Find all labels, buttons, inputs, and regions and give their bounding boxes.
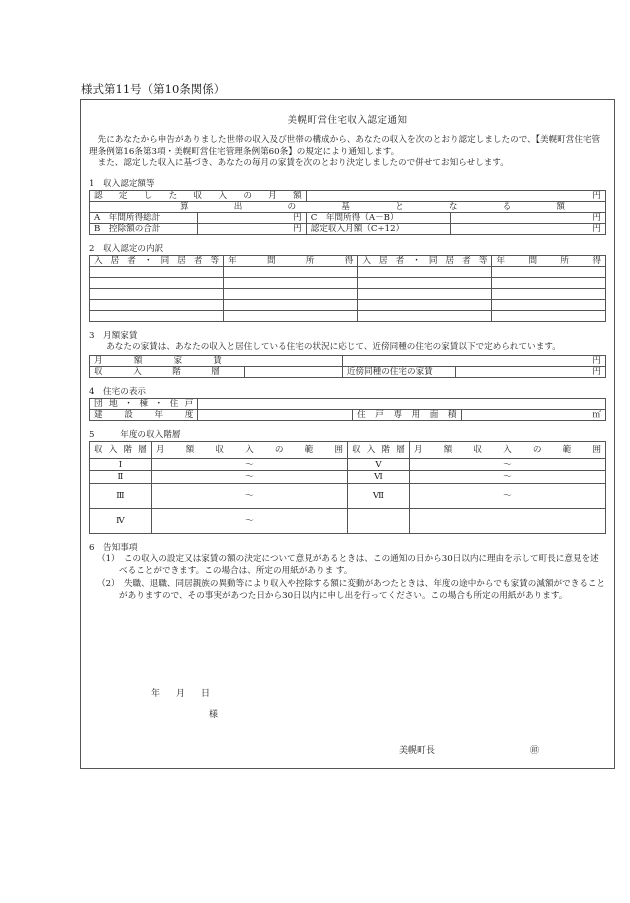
date-line xyxy=(151,686,226,699)
tier-6-range: ～ xyxy=(409,471,605,484)
floor-area-label: 住戸専用面積 xyxy=(353,410,461,421)
intro-paragraph-1: 先にあなたから申告がありました世帯の収入及び世帯の構成から、あなたの収入を次のとおり認定しましたので、【美幌町営住宅管理条例第16条第3項・美幌町営住宅管理条例第60条】の規定により通知します。 xyxy=(89,135,601,157)
day-label: 日 xyxy=(201,689,211,699)
section-5-heading: 5 年度の収入階層 xyxy=(89,430,181,440)
income-tier-table xyxy=(89,441,606,534)
member-column-header: 入居者・同居者等 xyxy=(358,255,492,266)
annual-income-net-label: C 年間所得（A－B） xyxy=(306,212,450,223)
tier-2: Ⅱ xyxy=(90,471,152,484)
tier-column-header: 収入階層 xyxy=(90,442,152,459)
deduction-total-value: 円 xyxy=(198,223,306,234)
income-breakdown-table xyxy=(89,255,606,322)
annual-income-total-label: A 年間所得総計 xyxy=(90,212,198,223)
monthly-rent-table xyxy=(89,355,606,378)
notice-item-1: （1） この収入の設定又は家賃の額の決定について意見があるときは、この通知の日から30日以内に理由を示して町長に意見を述べることができます。この場合は、所定の用紙がありま す。 xyxy=(97,554,599,576)
notice-frame xyxy=(80,99,615,769)
construction-year-label: 建設年度 xyxy=(90,410,198,421)
section-4-heading: 4 住宅の表示 xyxy=(89,387,147,397)
recipient-honorific: 様 xyxy=(209,710,219,720)
tier-4: Ⅳ xyxy=(90,509,152,534)
empty-tier-cell xyxy=(347,509,409,534)
income-column-header: 年間所得 xyxy=(492,255,606,266)
monthly-income-label: 認定した収入の月額 xyxy=(90,190,307,201)
mayor-signature: 美幌町長 xyxy=(399,746,436,756)
month-label: 月 xyxy=(176,689,186,699)
tier-1-range: ～ xyxy=(151,459,347,471)
member-column-header: 入居者・同居者等 xyxy=(90,255,224,266)
range-column-header: 月額収入の範囲 xyxy=(409,442,605,459)
income-certification-table xyxy=(89,190,606,235)
section-2-heading: 2 収入認定の内訳 xyxy=(89,243,164,254)
tier-column-header: 収入階層 xyxy=(347,442,409,459)
certified-monthly-income-value: 円 xyxy=(451,223,606,234)
tier-4-range: ～ xyxy=(151,509,347,534)
year-label: 年 xyxy=(151,689,161,699)
nearby-rent-value: 円 xyxy=(456,367,606,378)
monthly-income-value: 円 xyxy=(306,190,605,201)
monthly-rent-value: 円 xyxy=(342,356,605,367)
rent-explanation: あなたの家賃は、あなたの収入と居住している住宅の状況に応じて、近傍同種の住宅の家賃以下で定められています。 xyxy=(106,341,561,352)
section-6-heading: 6 告知事項 xyxy=(89,543,138,553)
housing-display-table xyxy=(89,398,606,421)
income-tier-value xyxy=(244,367,342,378)
annual-income-total-value: 円 xyxy=(198,212,306,223)
construction-year-value xyxy=(198,410,353,421)
tier-5-range: ～ xyxy=(409,459,605,471)
tier-2-range: ～ xyxy=(151,471,347,484)
certified-monthly-income-label: 認定収入月額（C÷12） xyxy=(306,223,450,234)
complex-unit-label: 団地・棟・住戸 xyxy=(90,399,198,410)
deduction-total-label: B 控除額の合計 xyxy=(90,223,198,234)
tier-3-range: ～ xyxy=(151,484,347,509)
section-1-heading: 1 収入認定額等 xyxy=(89,178,155,189)
tier-7-range: ～ xyxy=(409,484,605,509)
table-row xyxy=(90,299,606,310)
tier-3: Ⅲ xyxy=(90,484,152,509)
tier-1: Ⅰ xyxy=(90,459,152,471)
section-3-heading: 3 月額家賃 xyxy=(89,330,138,341)
empty-range-cell xyxy=(409,509,605,534)
table-row xyxy=(90,277,606,288)
table-row xyxy=(90,266,606,277)
tier-6: Ⅵ xyxy=(347,471,409,484)
annual-income-net-value: 円 xyxy=(451,212,606,223)
calculation-basis-label: 算出の基となる額 xyxy=(90,201,606,212)
seal-icon: ㊞ xyxy=(530,746,540,756)
floor-area-value: ㎡ xyxy=(461,410,605,421)
intro-paragraph-2: また、認定した収入に基づき、あなたの毎月の家賃を次のとおり決定しましたので併せてお知らせします。 xyxy=(97,158,509,168)
income-column-header: 年間所得 xyxy=(224,255,358,266)
form-number: 様式第11号（第10条関係） xyxy=(81,82,226,96)
range-column-header: 月額収入の範囲 xyxy=(151,442,347,459)
table-row xyxy=(90,310,606,321)
notice-item-2: （2） 失職、退職、同居親族の異動等により収入や控除する額に変動があつたときは、年度の途中からでも家賃の減額ができることがありますので、その事実があつた日から30日以内に申し出を行ってください。この場合も所定の用紙があります。 xyxy=(97,579,606,601)
table-row xyxy=(90,288,606,299)
document-title: 美幌町営住宅収入認定通知 xyxy=(287,115,408,126)
income-tier-label: 収入階層 xyxy=(90,367,245,378)
nearby-rent-label: 近傍同種の住宅の家賃 xyxy=(342,367,456,378)
complex-unit-value xyxy=(198,399,606,410)
monthly-rent-label: 月額家賃 xyxy=(90,356,343,367)
tier-7: Ⅶ xyxy=(347,484,409,509)
tier-5: Ⅴ xyxy=(347,459,409,471)
